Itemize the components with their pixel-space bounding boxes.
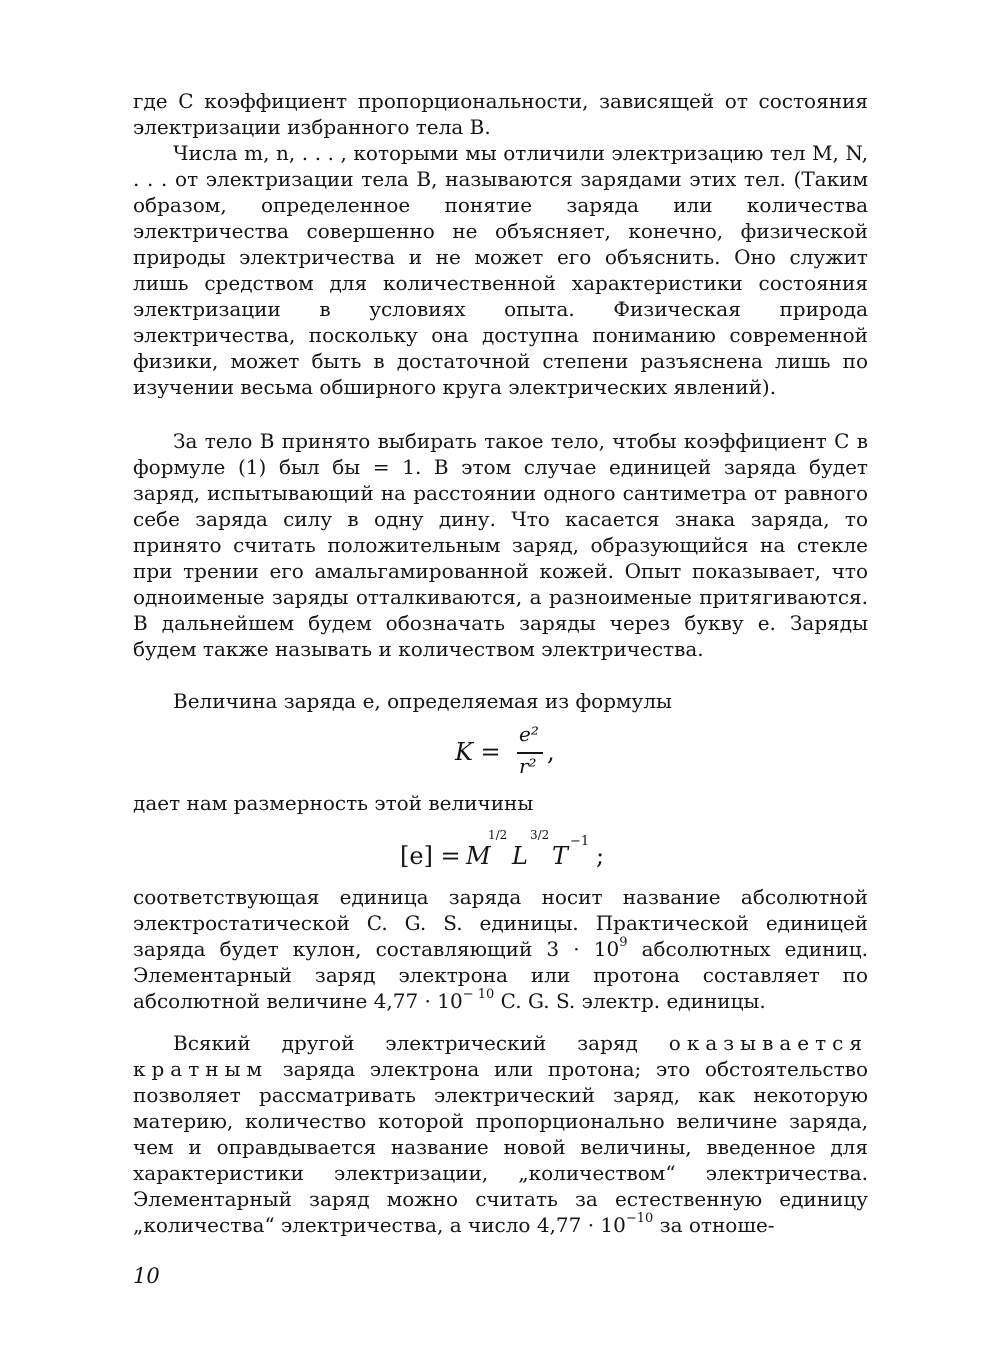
paragraph-6-part-c: C. G. S. электр. единицы. [494,989,766,1013]
paragraph-5: дает нам размерность этой величины [133,791,534,815]
paragraph-4: Величина заряда e, определяемая из формулы [173,689,672,713]
paragraph-1: где C коэффициент пропорциональности, зависящей от состояния электризации избранного тела B. [133,89,868,139]
formula-dimension-m-exp: 1/2 [488,828,508,842]
formula-force [455,722,595,782]
formula-dimension-t: T [552,842,569,870]
formula-force-numerator: e² [519,722,539,746]
formula-dimension [400,828,640,884]
paragraph-7 [133,1030,868,1238]
paragraph-7-part-c: за отноше- [653,1213,775,1237]
page-number: 10 [133,1264,160,1288]
formula-force-comma: , [547,738,555,766]
paragraph-6-sup-2: − 10 [462,987,495,1003]
paragraph-7-spaced-text: оказывается кратным [133,1031,868,1081]
formula-dimension-semicolon: ; [596,842,605,870]
formula-dimension-m: M [466,842,491,870]
formula-dimension-t-exp: −1 [570,834,590,849]
paragraph-7-part-a: Всякий другой электрический заряд [173,1031,669,1055]
paragraph-3: За тело B принято выбирать такое тело, чтобы коэффициент C в формуле (1) был бы = 1. В этом случае единицей заряда будет заряд, испытывающий на расстоянии одного сантиметра от равного себе заряда силу в одну дину. Что касается знака заряда, то принято считать положительным заряд, образующийся на стекле при трении его амальгамированной кожей. Опыт показывает, что одноименые заряды отталкиваются, а разноименые притягиваются. В дальнейшем будем обозначать заряды через букву e. Заряды будем также называть и количеством электричества. [133,429,868,661]
paragraph-6-part-a: соответствующая единица заряда носит название абсолютной электростатической C. G. S. единицы. Практической единицей заряда будет кулон, составляющий 3 · 10 [133,885,868,961]
paragraph-6-part-b: абсолютных единиц. Элементарный заряд электрона или протона составляет по абсолютной величине 4,77 · 10 [133,937,868,1013]
formula-dimension-lhs: [e] = [400,842,461,870]
formula-force-lhs: K = [455,738,501,766]
paragraph-6-sup-1: 9 [619,935,628,951]
formula-dimension-l-exp: 3/2 [530,828,550,842]
paragraph-2: Числа m, n, . . . , которыми мы отличили электризацию тел M, N, . . . от электризации тела B, называются зарядами этих тел. (Таким образом, определенное понятие заряда или количества электричества совершенно не объясняет, конечно, физической природы электричества и не может его объяснить. Оно служит лишь средством для количественной характеристики состояния электризации в условиях опыта. Физическая природа электричества, поскольку она доступна пониманию современной физики, может быть в достаточной степени разъяснена лишь по изучении весьма обширного круга электрических явлений). [133,141,868,399]
formula-force-denominator: r² [519,754,537,778]
paragraph-6 [133,884,868,1014]
paragraph-7-sup: −10 [625,1211,654,1227]
paragraph-7-part-b: заряда электрона или протона; это обстоятельство позволяет рассматривать электрический заряд, как некоторую материю, количество которой пропорционально величине заряда, чем и оправдывается название новой величины, введенное для характеристики электризации, „количеством“ электричества. Элементарный заряд можно считать за естественную единицу „количества“ электричества, а число 4,77 · 10 [133,1057,868,1237]
formula-dimension-l: L [512,842,528,870]
